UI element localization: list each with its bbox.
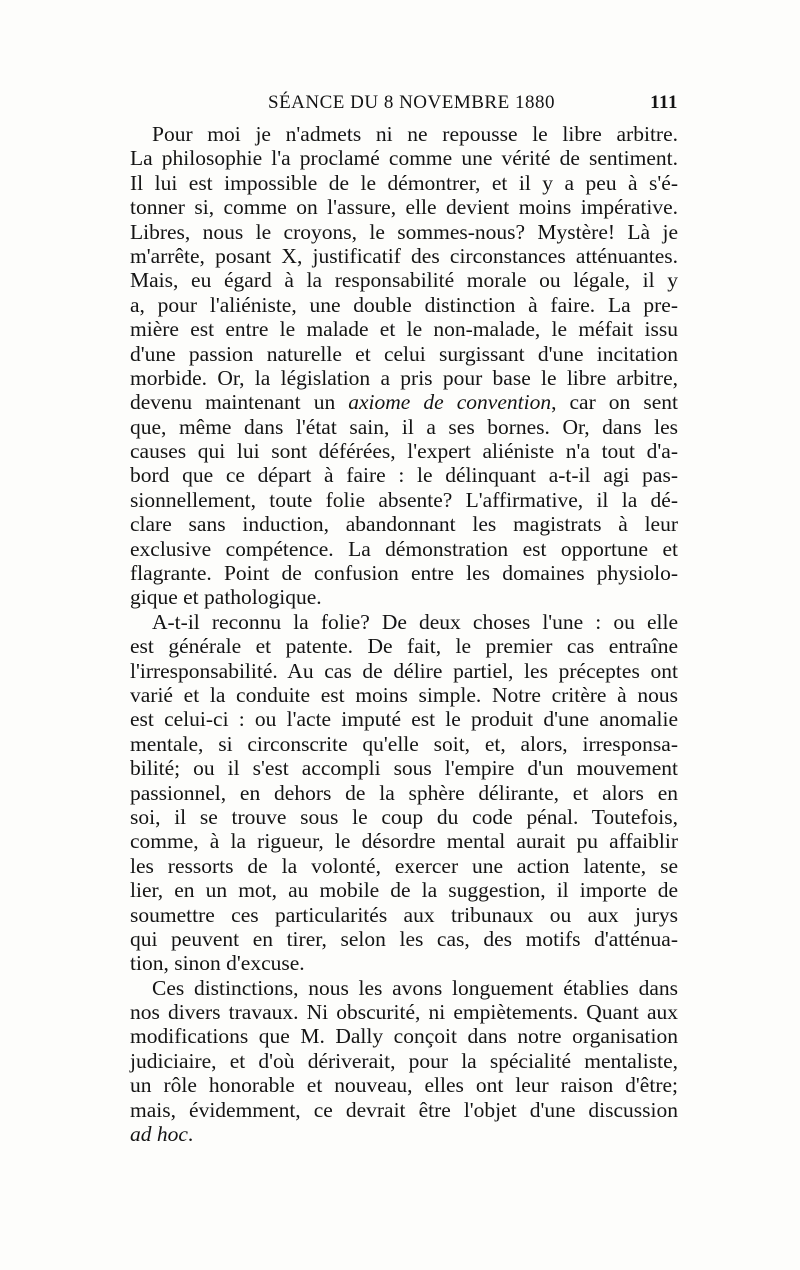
body-text xyxy=(130,122,678,1146)
text-line xyxy=(130,1049,678,1073)
text-segment: Libres, nous le croyons, le sommes-nous? Mystère! Là je xyxy=(130,219,678,244)
running-head-title: SÉANCE DU 8 NOVEMBRE 1880 xyxy=(268,92,555,113)
text-segment: que, même dans l'état sain, il a ses bornes. Or, dans les xyxy=(130,414,678,439)
text-line xyxy=(130,415,678,439)
text-segment: morbide. Or, la législation a pris pour base le libre arbitre, xyxy=(130,365,678,390)
text-segment: tonner si, comme on l'assure, elle devient moins impérative. xyxy=(130,195,678,220)
text-line xyxy=(130,268,678,292)
running-head xyxy=(130,92,678,118)
text-segment: est celui-ci : ou l'acte imputé est le produit d'une anomalie xyxy=(130,707,678,732)
text-segment: passionnel, en dehors de la sphère délirante, et alors en xyxy=(130,780,678,805)
text-segment: Ces distinctions, nous les avons longuement établies dans xyxy=(152,975,678,1000)
text-segment: l'irresponsabilité. Au cas de délire partiel, les préceptes ont xyxy=(130,658,678,683)
text-line xyxy=(130,195,678,219)
text-line xyxy=(130,1122,678,1146)
text-segment: mière est entre le malade et le non-malade, le méfait issu xyxy=(130,317,678,342)
text-segment: La philosophie l'a proclamé comme une vérité de sentiment. xyxy=(130,146,678,171)
text-line xyxy=(130,366,678,390)
italic-phrase: axiome de convention xyxy=(348,390,552,415)
text-segment: flagrante. Point de confusion entre les domaines physiolo- xyxy=(130,561,678,586)
text-line xyxy=(130,1073,678,1097)
text-line xyxy=(130,903,678,927)
text-segment: est générale et patente. De fait, le premier cas entraîne xyxy=(130,634,678,659)
text-line xyxy=(130,146,678,170)
text-line xyxy=(130,707,678,731)
italic-phrase: ad hoc xyxy=(130,1122,188,1147)
text-segment: . xyxy=(187,1122,194,1147)
text-segment: lier, en un mot, au mobile de la suggestion, il importe de xyxy=(130,878,678,903)
text-segment: clare sans induction, abandonnant les magistrats à leur xyxy=(130,512,678,537)
text-line xyxy=(130,878,678,902)
text-segment: comme, à la rigueur, le désordre mental aurait pu affaiblir xyxy=(130,829,678,854)
text-segment: judiciaire, et d'où dériverait, pour la spécialité mentaliste, xyxy=(130,1048,678,1073)
text-line xyxy=(130,927,678,951)
text-line xyxy=(130,512,678,536)
text-line xyxy=(130,781,678,805)
text-line xyxy=(130,1000,678,1024)
text-line xyxy=(130,561,678,585)
text-line xyxy=(130,342,678,366)
text-line xyxy=(130,244,678,268)
text-segment: varié et la conduite est moins simple. Notre critère à nous xyxy=(130,682,678,707)
text-line xyxy=(130,634,678,658)
text-line xyxy=(130,463,678,487)
text-segment: un rôle honorable et nouveau, elles ont leur raison d'être; xyxy=(130,1073,678,1098)
text-line xyxy=(130,488,678,512)
text-segment: d'une passion naturelle et celui surgissant d'une incitation xyxy=(130,341,678,366)
text-segment: les ressorts de la volonté, exercer une action latente, se xyxy=(130,853,678,878)
text-line xyxy=(130,732,678,756)
text-segment: soi, il se trouve sous le coup du code pénal. Toutefois, xyxy=(130,804,678,829)
text-line xyxy=(130,585,678,609)
text-line xyxy=(130,122,678,146)
text-segment: gique et pathologique. xyxy=(130,585,322,610)
text-segment: causes qui lui sont déférées, l'expert aliéniste n'a tout d'a- xyxy=(130,439,678,464)
text-segment: mais, évidemment, ce devrait être l'objet d'une discussion xyxy=(130,1097,678,1122)
text-segment: A-t-il reconnu la folie? De deux choses l'une : ou elle xyxy=(152,609,678,634)
text-segment: , car on sent xyxy=(551,390,678,415)
text-segment: Pour moi je n'admets ni ne repousse le libre arbitre. xyxy=(152,122,678,146)
text-segment: devenu maintenant un xyxy=(130,390,349,415)
text-segment: Il lui est impossible de le démontrer, et il y a peu à s'é- xyxy=(130,170,678,195)
text-line xyxy=(130,317,678,341)
text-line xyxy=(130,756,678,780)
text-segment: modifications que M. Dally conçoit dans notre organisation xyxy=(130,1024,678,1049)
text-line xyxy=(130,610,678,634)
text-line xyxy=(130,220,678,244)
text-segment: soumettre ces particularités aux tribunaux ou aux jurys xyxy=(130,902,678,927)
text-segment: bilité; ou il s'est accompli sous l'empire d'un mouvement xyxy=(130,756,678,781)
page-number: 111 xyxy=(650,92,678,113)
text-line xyxy=(130,293,678,317)
text-line xyxy=(130,390,678,414)
text-line xyxy=(130,683,678,707)
text-line xyxy=(130,1024,678,1048)
text-segment: sionnellement, toute folie absente? L'affirmative, il la dé- xyxy=(130,487,678,512)
text-segment: m'arrête, posant X, justificatif des circonstances atténuantes. xyxy=(130,243,678,268)
text-segment: tion, sinon d'excuse. xyxy=(130,951,305,976)
text-line xyxy=(130,1098,678,1122)
text-segment: a, pour l'aliéniste, une double distinction à faire. La pre- xyxy=(130,292,678,317)
text-line xyxy=(130,854,678,878)
text-line xyxy=(130,976,678,1000)
text-line xyxy=(130,439,678,463)
text-line xyxy=(130,659,678,683)
text-segment: Mais, eu égard à la responsabilité morale ou légale, il y xyxy=(130,268,678,293)
text-line xyxy=(130,171,678,195)
text-line xyxy=(130,829,678,853)
text-segment: qui peuvent en tirer, selon les cas, des motifs d'atténua- xyxy=(130,926,678,951)
text-segment: nos divers travaux. Ni obscurité, ni empiètements. Quant aux xyxy=(130,1000,678,1025)
text-segment: mentale, si circonscrite qu'elle soit, et, alors, irresponsa- xyxy=(130,731,678,756)
text-line xyxy=(130,951,678,975)
text-segment: exclusive compétence. La démonstration est opportune et xyxy=(130,536,678,561)
text-line xyxy=(130,537,678,561)
text-segment: bord que ce départ à faire : le délinquant a-t-il agi pas- xyxy=(130,463,678,488)
text-line xyxy=(130,805,678,829)
